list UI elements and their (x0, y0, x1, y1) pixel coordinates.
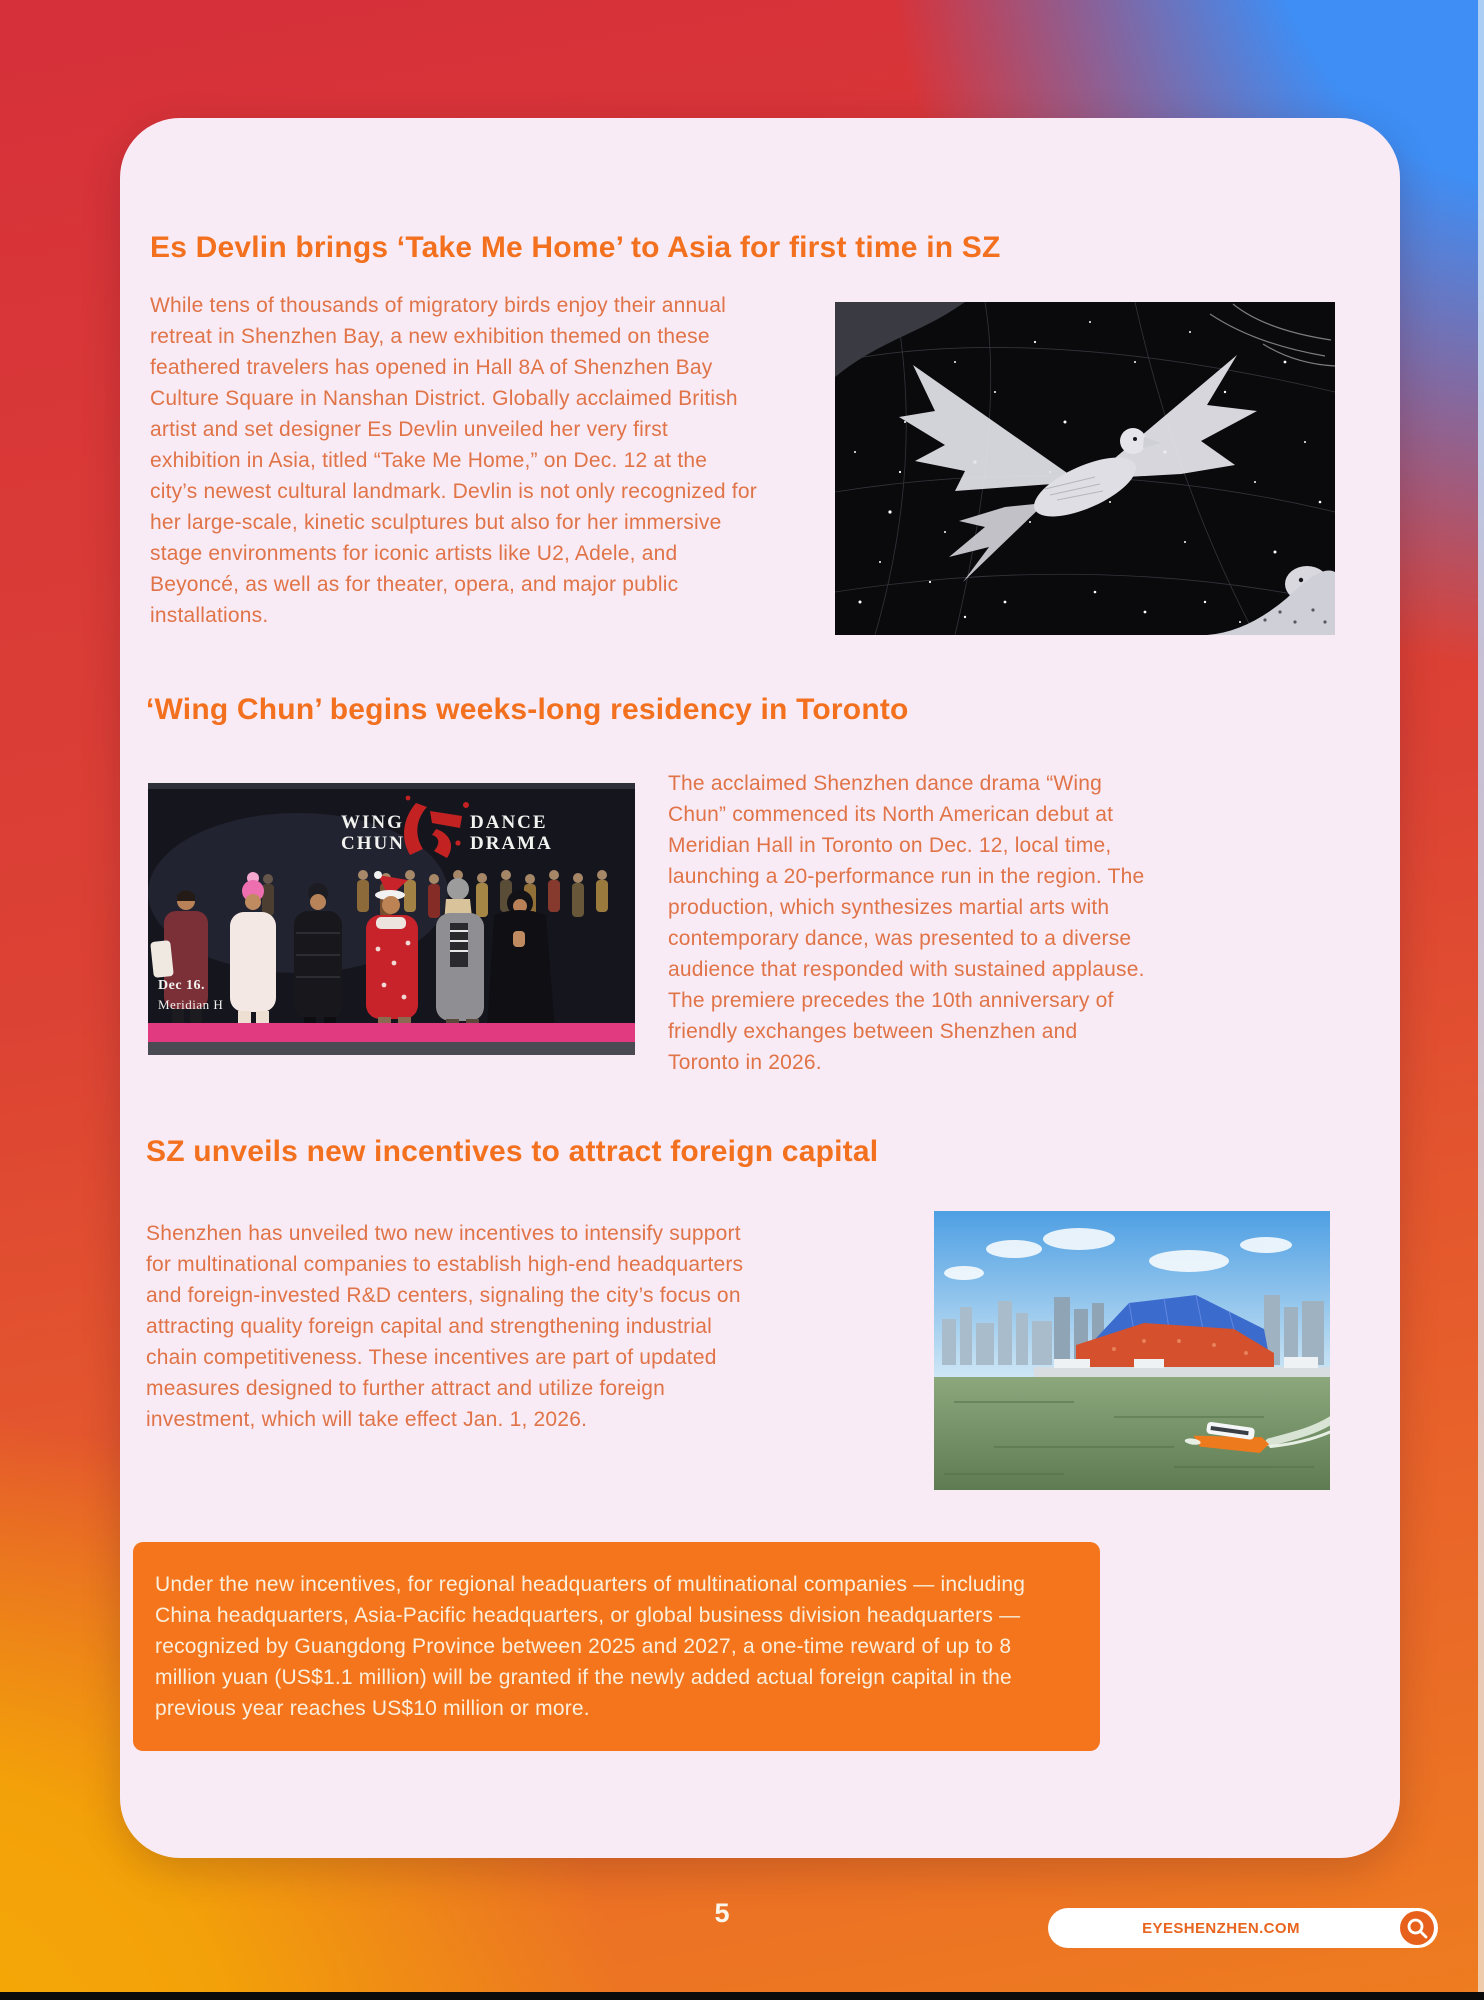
bottom-bar (0, 1992, 1484, 2000)
poster-text-date: Dec 16. (158, 978, 206, 993)
pink-carpet (148, 1023, 635, 1042)
site-badge[interactable] (1048, 1908, 1438, 1948)
poster-text-venue: Meridian H (158, 997, 224, 1012)
page-edge-strip (1478, 0, 1484, 2000)
callout-box (133, 1542, 1100, 1751)
poster-text-drama: DRAMA (470, 833, 553, 854)
page-number: 5 (714, 1898, 730, 1928)
search-icon (1400, 1911, 1434, 1945)
article2-title: ‘Wing Chun’ begins weeks-long residency in Toronto (146, 693, 909, 726)
poster-text-wing: WING (341, 812, 404, 833)
article1-title: Es Devlin brings ‘Take Me Home’ to Asia for first time in SZ (150, 231, 1001, 264)
article1-image-bird-exhibition (835, 302, 1335, 635)
harbor-photo-illustration (934, 1211, 1330, 1490)
article3-body: Shenzhen has unveiled two new incentives to intensify support for multinational companies to establish high-end headquarters and foreign-invested R&D centers, signaling the city’s focus on attracting quality foreign capital and strengthening industrial chain competitiveness. These incentives are part of updated measures designed to further attract and utilize foreign investment, which will take effect Jan. 1, 2026. (146, 1222, 744, 1431)
content-card (120, 118, 1400, 1858)
poster-text-chun: CHUN (341, 833, 405, 854)
article3-image-shenzhen-harbor (934, 1211, 1330, 1490)
bird-artwork-illustration (835, 302, 1335, 635)
poster-text-dance: DANCE (470, 812, 548, 833)
site-badge-label: EYESHENZHEN.COM (1142, 1919, 1300, 1937)
article3-title: SZ unveils new incentives to attract foreign capital (146, 1135, 879, 1168)
article2-body: The acclaimed Shenzhen dance drama “Wing Chun” commenced its North American debut at Meridian Hall in Toronto on Dec. 12, local time, launching a 20-performance run in the region. The production, which synthesizes martial arts with contemporary dance, was presented to a diverse audience that responded with sustained applause. The premiere precedes the 10th anniversary of friendly exchanges between Shenzhen and Toronto in 2026. (668, 772, 1145, 1074)
callout-text: Under the new incentives, for regional headquarters of multinational companies — including China headquarters, Asia-Pacific headquarters, or global business division headquarters — recognized by Guangdong Province between 2025 and 2027, a one-time reward of up to 8 million yuan (US$1.1 million) will be granted if the newly added actual foreign capital in the previous year reaches US$10 million or more. (155, 1573, 1026, 1720)
article1-body: While tens of thousands of migratory birds enjoy their annual retreat in Shenzhen Bay, a new exhibition themed on these feathered travelers has opened in Hall 8A of Shenzhen Bay Culture Square in Nanshan District. Globally acclaimed British artist and set designer Es Devlin unveiled her very first exhibition in Asia, titled “Take Me Home,” on Dec. 12 at the city’s newest cultural landmark. Devlin is not only recognized for her large-scale, kinetic sculptures but also for her immersive stage environments for iconic artists like U2, Adele, and Beyoncé, as well as for theater, opera, and major public installations. (150, 294, 757, 627)
article2-image-wingchun-premiere (148, 783, 635, 1055)
